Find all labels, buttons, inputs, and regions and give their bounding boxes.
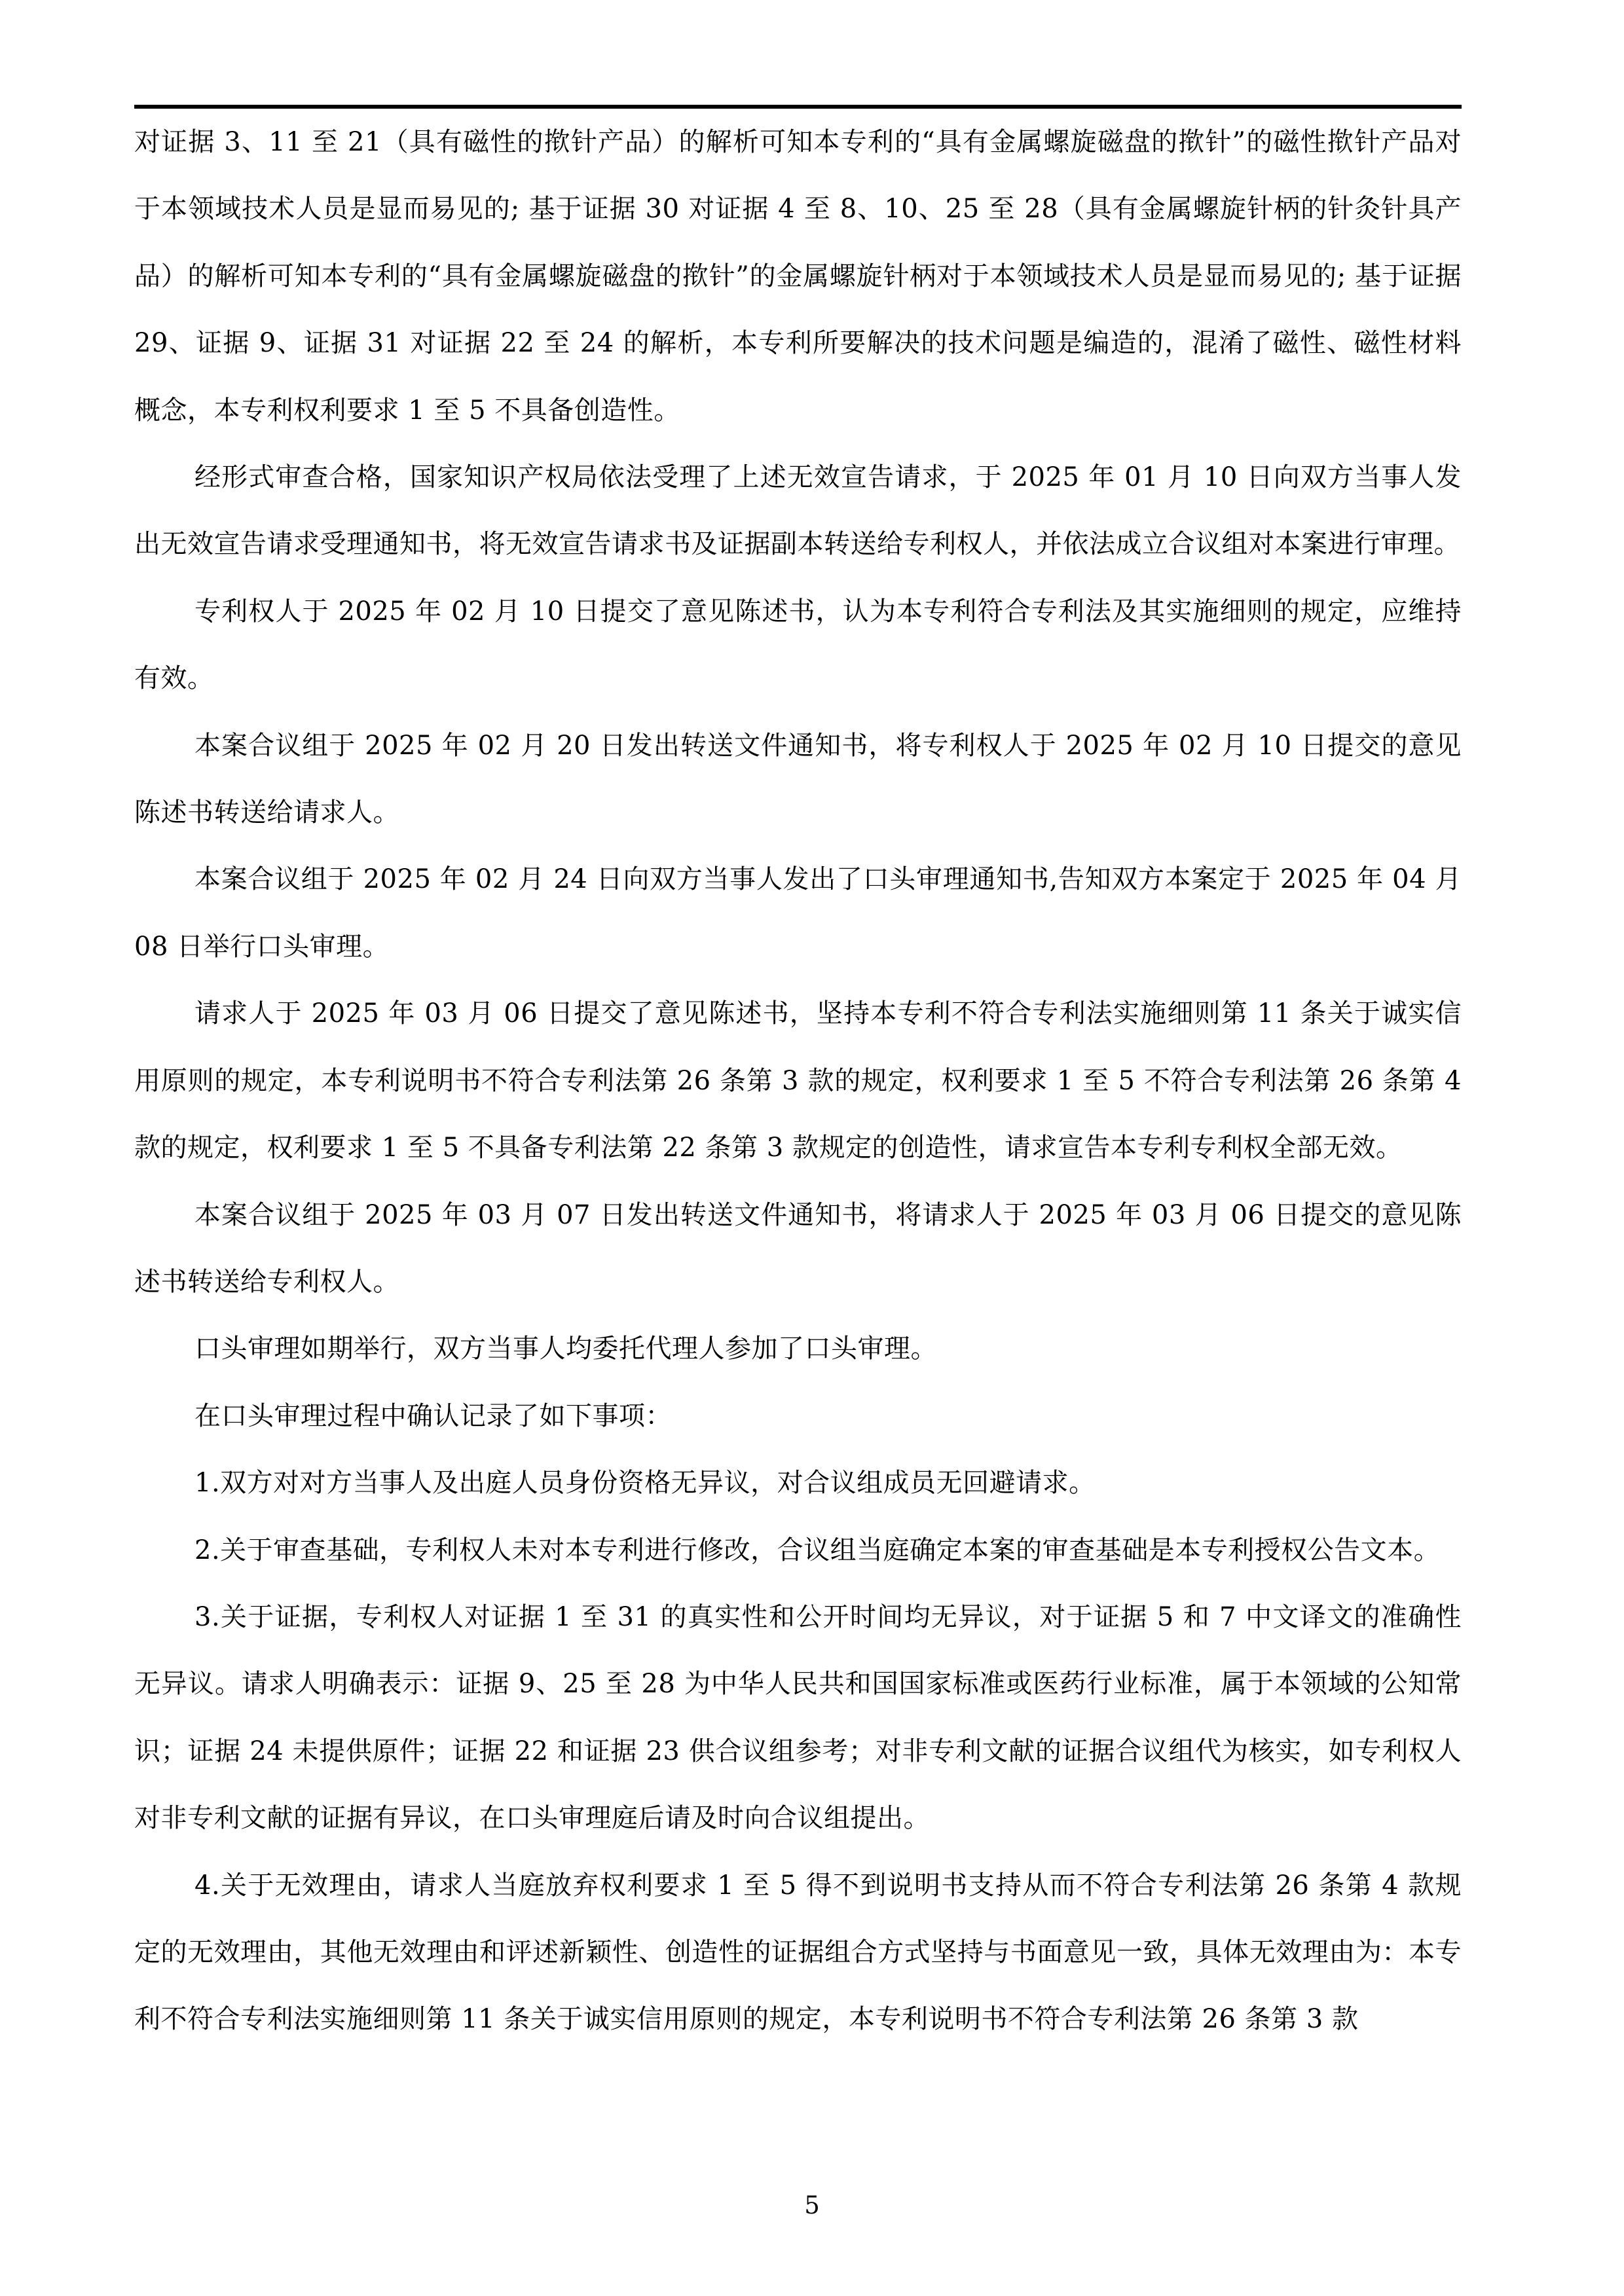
paragraph: 4.关于无效理由，请求人当庭放弃权利要求 1 至 5 得不到说明书支持从而不符合专利法第 26 条第 4 款规定的无效理由，其他无效理由和评述新颖性、创造性的证据组合方式坚持与书面意见一致，具体无效理由为：本专利不符合专利法实施细则第 11 条关于诚实信用原则的规定，本专利说明书不符合专利法第 26 条第 3 款 (134, 1870, 1462, 2035)
paragraph: 3.关于证据，专利权人对证据 1 至 31 的真实性和公开时间均无异议，对于证据 5 和 7 中文译文的准确性无异议。请求人明确表示：证据 9、25 至 28 为中华人民共和国国家标准或医药行业标准，属于本领域的公知常识；证据 24 未提供原件；证据 22 和证据 23 供合议组参考；对非专利文献的证据合议组代为核实，如专利权人对非专利文献的证据有异议，在口头审理庭后请及时向合议组提出。 (134, 1601, 1462, 1834)
paragraph: 请求人于 2025 年 03 月 06 日提交了意见陈述书，坚持本专利不符合专利法实施细则第 11 条关于诚实信用原则的规定，本专利说明书不符合专利法第 26 条第 3 款的规定，权利要求 1 至 5 不符合专利法第 26 条第 4 款的规定，权利要求 1 至 5 不具备专利法第 22 条第 3 款规定的创造性，请求宣告本专利专利权全部无效。 (134, 998, 1462, 1163)
paragraph: 2.关于审查基础，专利权人未对本专利进行修改，合议组当庭确定本案的审查基础是本专利授权公告文本。 (194, 1535, 1441, 1565)
page-number: 5 (804, 2191, 820, 2219)
paragraph: 专利权人于 2025 年 02 月 10 日提交了意见陈述书，认为本专利符合专利法及其实施细则的规定，应维持有效。 (134, 596, 1462, 694)
paragraph: 本案合议组于 2025 年 02 月 20 日发出转送文件通知书，将专利权人于 2025 年 02 月 10 日提交的意见陈述书转送给请求人。 (134, 730, 1462, 828)
text-column (134, 0, 1462, 2053)
paragraph: 口头审理如期举行，双方当事人均委托代理人参加了口头审理。 (194, 1334, 937, 1364)
paragraph: 本案合议组于 2025 年 03 月 07 日发出转送文件通知书，将请求人于 2025 年 03 月 06 日提交的意见陈述书转送给专利权人。 (134, 1199, 1462, 1297)
paragraph: 在口头审理过程中确认记录了如下事项： (194, 1400, 672, 1431)
paragraph: 本案合议组于 2025 年 02 月 24 日向双方当事人发出了口头审理通知书,告知双方本案定于 2025 年 04 月 08 日举行口头审理。 (134, 864, 1462, 962)
paragraph: 经形式审查合格，国家知识产权局依法受理了上述无效宣告请求，于 2025 年 01 月 10 日向双方当事人发出无效宣告请求受理通知书，将无效宣告请求书及证据副本转送给专利权人，并依法成立合议组对本案进行审理。 (134, 462, 1462, 560)
paragraph: 1.双方对对方当事人及出庭人员身份资格无异议，对合议组成员无回避请求。 (194, 1468, 1096, 1499)
paragraph: 对证据 3、11 至 21（具有磁性的揿针产品）的解析可知本专利的“具有金属螺旋磁盘的揿针”的磁性揿针产品对于本领域技术人员是显而易见的; 基于证据 30 对证据 4 至 8、10、25 至 28（具有金属螺旋针柄的针灸针具产品）的解析可知本专利的“具有金属螺旋磁盘的揿针”的金属螺旋针柄对于本领域技术人员是显而易见的; 基于证据 29、证据 9、证据 31 对证据 22 至 24 的解析，本专利所要解决的技术问题是编造的，混淆了磁性、磁性材料概念，本专利权利要求 1 至 5 不具备创造性。 (134, 127, 1462, 426)
document-body (134, 109, 1462, 2053)
